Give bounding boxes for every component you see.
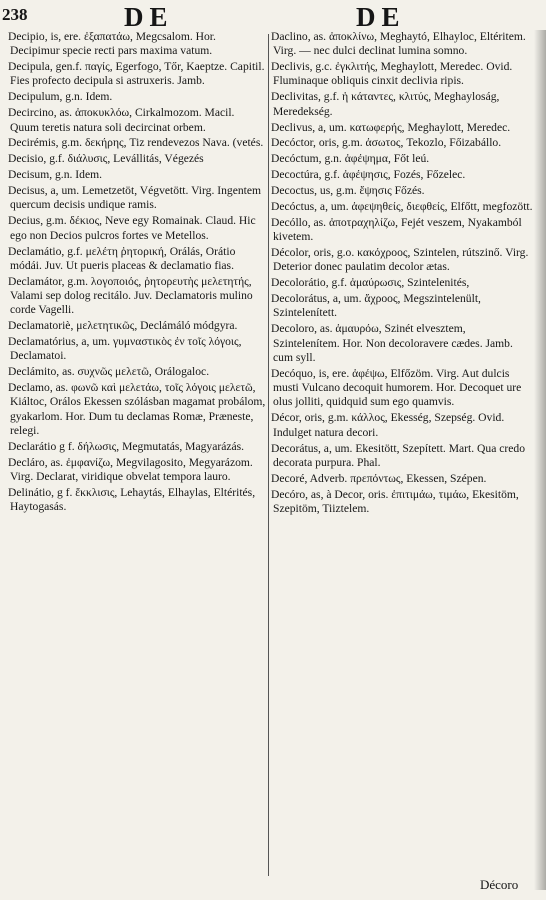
dictionary-entry: Decóquo, is, ere. ἀφέψω, Elfőzöm. Virg. Aut dulcis musti Vulcano decoquit humorem. Hor. Decoquet ure olus jolliti, quidquid sum ego quamvis. <box>271 366 522 409</box>
dictionary-entry: Decóctor, oris, g.m. ἀσωτος, Tekozlo, Főizabállo. <box>271 136 502 150</box>
dictionary-entry: Decláro, as. ἐμφανίζω, Megvilagosito, Megyarázom. Virg. Declarat, viridique obvelat tempora lauro. <box>8 455 253 484</box>
dictionary-entry: Decoloro, as. ἀμαυρόω, Szinét elvesztem, Szintelenítem. Hor. Non decoloravere cædes. Jamb. cum syll. <box>271 322 513 364</box>
page-edge-shadow <box>534 30 546 890</box>
column-divider <box>268 34 269 876</box>
dictionary-entry: Declivis, g.c. ἐγκλιτής, Meghaylott, Meredec. Ovid. Fluminaque obliquis cinxit declivia ripis. <box>271 60 513 88</box>
dictionary-entry: Decisio, g.f. διάλυσις, Levállitás, Végezés <box>8 152 204 166</box>
dictionary-entry: Decóro, as, à Decor, oris. ἐπιτιμάω, τιμάω, Ekesitöm, Szepitöm, Tiiztelem. <box>271 487 519 515</box>
dictionary-entry: Declivus, a, um. κατωφερής, Meghaylott, Meredec. <box>271 120 511 134</box>
dictionary-entry: Decolorátio, g.f. ἀμαύρωσις, Szintelenités, <box>271 276 470 290</box>
running-head-right: DE <box>356 2 406 32</box>
running-head-left: DE <box>124 2 174 32</box>
dictionary-entry: Decirémis, g.m. δεκήρης, Tiz rendevezos Nava. (vetés. <box>8 136 264 150</box>
dictionary-entry: Décor, oris, g.m. κάλλος, Ekesség, Szepség. Ovid. Indulget natura decori. <box>271 411 505 439</box>
dictionary-entry: Declarátio g f. δήλωσις, Megmutatás, Magyarázás. <box>8 439 245 453</box>
dictionary-entry: Decóctum, g.n. ἀφέψημα, Főt leú. <box>271 152 430 166</box>
dictionary-entry: Decolorátus, a, um. ἄχροος, Megszintelenült, Szintelenített. <box>271 292 481 320</box>
dictionary-entry: Decóllo, as. ἀποτραχηλίζω, Fejét veszem, Nyakamból kivetem. <box>271 215 522 244</box>
left-column <box>8 30 266 876</box>
dictionary-entry: Decius, g.m. δέκιος, Neve egy Romainak. Claud. Hic ego non Decios pulcros fortes ve Metellos. <box>8 214 256 242</box>
dictionary-entry: Decircino, as. ἀποκυκλόω, Cirkalmozom. Macil. Quum teretis natura soli decircinat orbem. <box>8 106 235 134</box>
dictionary-entry: Decipula, gen.f. παγίς, Egerfogo, Tőr, Kaeptze. Capitil. Fies profecto decipula si astruxeris. Jamb. <box>8 60 265 88</box>
dictionary-entry: Declamátor, g.m. λογοποιός, ῥητορευτὴς μελετητής, Valami sep dolog recitálo. Juv. Declamatoris mulino corde Vagelli. <box>8 274 253 317</box>
dictionary-entry: Declivitas, g.f. ἡ κάταντες, κλιτύς, Meghayloság, Meredekség. <box>271 90 500 118</box>
catchword: Décoro <box>480 877 519 892</box>
dictionary-entry: Decisus, a, um. Lemetzetöt, Végvetött. Virg. Ingentem quercum decisis undique ramis. <box>8 184 262 212</box>
dictionary-entry: Declamatórius, a, um. γυμναστικὸς ἐν τοῖς λόγοις, Declamatoi. <box>8 335 242 363</box>
page-number: 238 <box>2 5 28 24</box>
dictionary-entry: Décolor, oris, g.o. κακόχροος, Szintelen, rútszinő. Virg. Deterior donec paulatim decolor ætas. <box>271 246 529 274</box>
dictionary-entry: Decorátus, a, um. Ekesitött, Szepített. Mart. Qua credo decorata purpura. Phal. <box>271 441 526 469</box>
page-header <box>0 2 546 32</box>
dictionary-entry: Delinátio, g f. ἔκκλισις, Lehaytás, Elhaylas, Eltérités, Haytogasás. <box>8 486 256 514</box>
dictionary-entry: Decoré, Adverb. πρεπόντως, Ekessen, Szépen. <box>271 471 487 485</box>
dictionary-entry: Decoctúra, g.f. ἀφέψησις, Fozés, Főzelec. <box>271 168 466 182</box>
dictionary-entry: Declámito, as. συχνῶς μελετῶ, Orálogaloc. <box>8 365 210 379</box>
dictionary-entry: Daclino, as. ἀποκλίνω, Meghaytó, Elhayloc, Eltéritem. Virg. — nec dulci declinat lumina somno. <box>271 30 526 58</box>
dictionary-entry: Decóctus, a, um. ἀφεψηθείς, διεφθείς, Elfőtt, megfozött. <box>271 200 533 214</box>
dictionary-entry: Decisum, g.n. Idem. <box>8 168 103 182</box>
dictionary-entry: Declamátio, g.f. μελέτη ῥητορική, Orálás, Orátio módái. Juv. Ut pueris placeas & declamatio fias. <box>8 244 236 272</box>
dictionary-entry: Decipio, is, ere. ἐξαπατάω, Megcsalom. Hor. Decipimur specie recti pars maxima vatum. <box>8 30 216 58</box>
dictionary-entry: Decipulum, g.n. Idem. <box>8 90 113 104</box>
dictionary-entry: Declamo, as. φωνῶ καὶ μελετάω, τοῖς λόγοις μελετῶ, Kiáltoc, Orálos Ekessen szólásban magamat probálom, gyakarlom. Hor. Dum tu declamas Romæ, Præneste, relegi. <box>8 381 266 438</box>
dictionary-entry: Declamatoriè, μελετητικῶς, Declámáló módgyra. <box>8 319 238 333</box>
right-column <box>271 30 533 876</box>
dictionary-entry: Decoctus, us, g.m. ἕψησις Főzés. <box>271 184 425 198</box>
